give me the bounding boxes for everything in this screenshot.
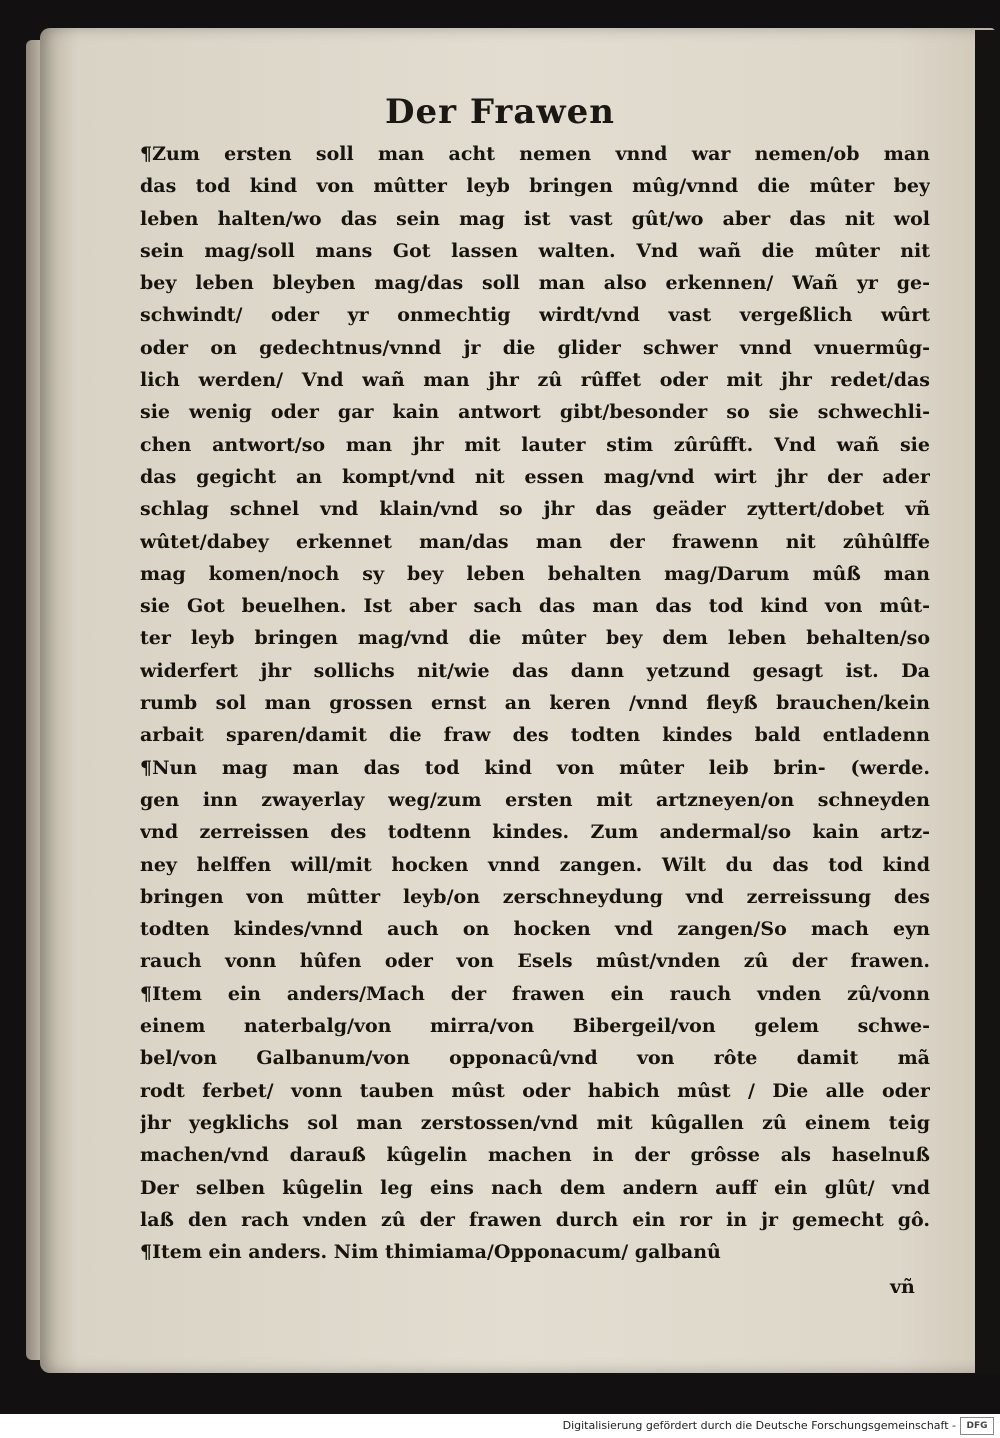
text-line: schwindt/ oder yr onmechtig wirdt/vnd vast vergeßlich wûrt xyxy=(140,304,930,327)
text-line: leben halten/wo das sein mag ist vast gût/wo aber das nit wol xyxy=(140,207,930,230)
text-line: rumb sol man grossen ernst an keren /vnnd fleyß brauchen/kein xyxy=(140,692,930,715)
text-line: lich werden/ Vnd wañ man jhr zû rûffet oder mit jhr redet/das xyxy=(140,369,930,392)
text-line: rodt ferbet/ vonn tauben mûst oder habich mûst / Die alle oder xyxy=(140,1079,930,1102)
text-line: ¶Item ein anders. Nim thimiama/Opponacum/ galbanû xyxy=(140,1241,721,1264)
running-header: Der Frawen xyxy=(385,92,615,132)
text-line: vnd zerreissen des todtenn kindes. Zum andermal/so kain artz- xyxy=(140,821,930,844)
text-line: machen/vnd darauß kûgelin machen in der grôsse als haselnuß xyxy=(140,1144,930,1167)
text-line: sie wenig oder gar kain antwort gibt/besonder so sie schwechli- xyxy=(140,401,930,424)
text-line: das tod kind von mûtter leyb bringen mûg/vnnd die mûter bey xyxy=(140,175,930,198)
text-line: ter leyb bringen mag/vnd die mûter bey dem leben behalten/so xyxy=(140,627,930,650)
text-line: wûtet/dabey erkennet man/das man der frawenn nit zûhûlffe xyxy=(140,530,930,553)
text-line: ¶Nun mag man das tod kind von mûter leib brin- (werde. xyxy=(140,756,930,779)
text-line: todten kindes/vnnd auch on hocken vnd zangen/So mach eyn xyxy=(140,918,930,941)
text-line: bey leben bleyben mag/das soll man also erkennen/ Wañ yr ge- xyxy=(140,272,930,295)
page-text-block xyxy=(140,138,930,1268)
text-line: schlag schnel vnd klain/vnd so jhr das geäder zyttert/dobet vñ xyxy=(140,498,930,521)
text-line: ¶Item ein anders/Mach der frawen ein rauch vnden zû/vonn xyxy=(140,982,930,1005)
text-line: widerfert jhr sollichs nit/wie das dann yetzund gesagt ist. Da xyxy=(140,659,930,682)
text-line: chen antwort/so man jhr mit lauter stim zûrûfft. Vnd wañ sie xyxy=(140,433,930,456)
page-edge-right xyxy=(975,30,1000,1375)
text-line: das gegicht an kompt/vnd nit essen mag/vnd wirt jhr der ader xyxy=(140,465,930,488)
text-line: ney helffen will/mit hocken vnnd zangen. Wilt du das tod kind xyxy=(140,853,930,876)
text-line: Der selben kûgelin leg eins nach dem andern auff ein glût/ vnd xyxy=(140,1176,930,1199)
text-line: arbait sparen/damit die fraw des todten kindes bald entladenn xyxy=(140,724,930,747)
dfg-logo-icon: DFG xyxy=(960,1417,994,1435)
text-line: laß den rach vnden zû der frawen durch ein ror in jr gemecht gô. xyxy=(140,1208,930,1231)
footer-bar xyxy=(0,1414,1000,1438)
text-line: sein mag/soll mans Got lassen walten. Vnd wañ die mûter nit xyxy=(140,239,930,262)
catchword: vñ xyxy=(890,1276,915,1298)
text-line: bringen von mûtter leyb/on zerschneydung vnd zerreissung des xyxy=(140,885,930,908)
text-line: ¶Zum ersten soll man acht nemen vnnd war nemen/ob man xyxy=(140,143,930,165)
text-line: rauch vonn hûfen oder von Esels mûst/vnden zû der frawen. xyxy=(140,950,930,973)
footer-credit: Digitalisierung gefördert durch die Deutsche Forschungsgemeinschaft - xyxy=(562,1419,956,1432)
text-line: einem naterbalg/von mirra/von Bibergeil/von gelem schwe- xyxy=(140,1015,930,1038)
text-line: mag komen/noch sy bey leben behalten mag/Darum mûß man xyxy=(140,562,930,585)
text-line: bel/von Galbanum/von opponacû/vnd von rôte damit mã xyxy=(140,1047,930,1070)
text-line: sie Got beuelhen. Ist aber sach das man das tod kind von mût- xyxy=(140,595,930,618)
text-line: gen inn zwayerlay weg/zum ersten mit artzneyen/on schneyden xyxy=(140,788,930,811)
text-line: jhr yegklichs sol man zerstossen/vnd mit kûgallen zû einem teig xyxy=(140,1111,930,1134)
text-line: oder on gedechtnus/vnnd jr die glider schwer vnnd vnuermûg- xyxy=(140,336,930,359)
